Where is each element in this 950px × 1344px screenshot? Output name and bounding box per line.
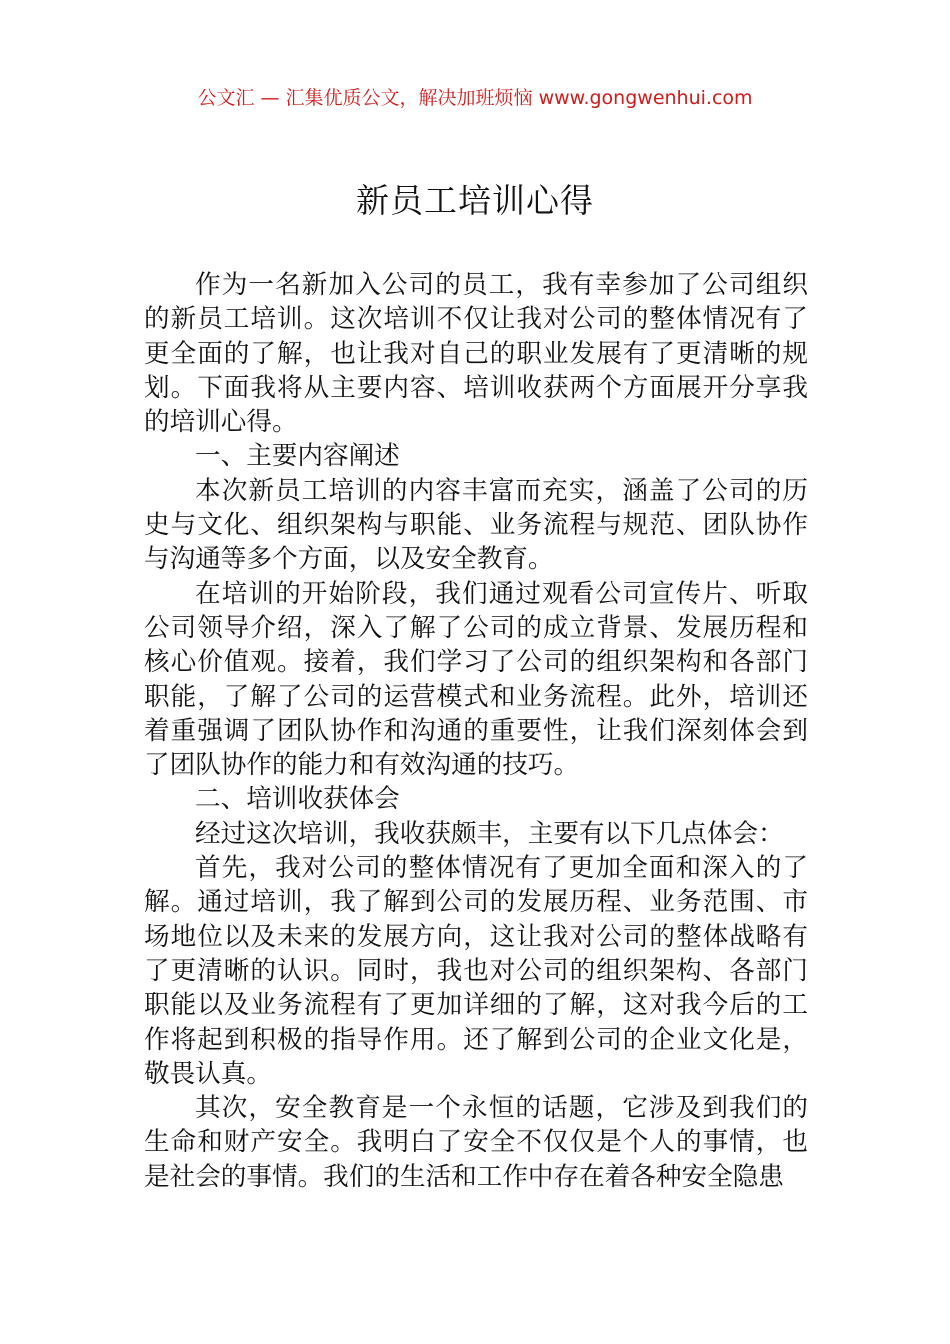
header-banner: 公文汇 — 汇集优质公文，解决加班烦恼 www.gongwenhui.com <box>197 87 753 109</box>
paragraph-training-start: 在培训的开始阶段，我们通过观看公司宣传片、听取公司领导介绍，深入了解了公司的成立背景、发展历程和核心价值观。接着，我们学习了公司的组织架构和各部门职能，了解了公司的运营模式和业务流程。此外，培训还着重强调了团队协作和沟通的重要性，让我们深刻体会到了团队协作的能力和有效沟通的技巧。 <box>144 578 808 781</box>
document-body <box>144 268 808 1328</box>
section-heading-main-content: 一、主要内容阐述 <box>195 441 400 472</box>
section-heading-gains: 二、培训收获体会 <box>195 784 400 815</box>
paragraph-content-overview: 本次新员工培训的内容丰富而充实，涵盖了公司的历史与文化、组织架构与职能、业务流程与规范、团队协作与沟通等多个方面，以及安全教育。 <box>144 475 808 575</box>
paragraph-intro: 作为一名新加入公司的员工，我有幸参加了公司组织的新员工培训。这次培训不仅让我对公司的整体情况有了更全面的了解，也让我对自己的职业发展有了更清晰的规划。下面我将从主要内容、培训收获两个方面展开分享我的培训心得。 <box>144 270 808 438</box>
paragraph-gains-intro: 经过这次培训，我收获颇丰，主要有以下几点体会： <box>195 818 784 849</box>
paragraph-first-point: 首先，我对公司的整体情况有了更加全面和深入的了解。通过培训，我了解到公司的发展历程、业务范围、市场地位以及未来的发展方向，这让我对公司的整体战略有了更清晰的认识。同时，我也对公司的组织架构、各部门职能以及业务流程有了更加详细的了解，这对我今后的工作将起到积极的指导作用。还了解到公司的企业文化是，敬畏认真。 <box>144 853 808 1089</box>
paragraph-second-point: 其次，安全教育是一个永恒的话题，它涉及到我们的生命和财产安全。我明白了安全不仅仅是个人的事情，也是社会的事情。我们的生活和工作中存在着各种安全隐患 <box>144 1093 808 1192</box>
document-title: 新员工培训心得 <box>356 181 594 220</box>
